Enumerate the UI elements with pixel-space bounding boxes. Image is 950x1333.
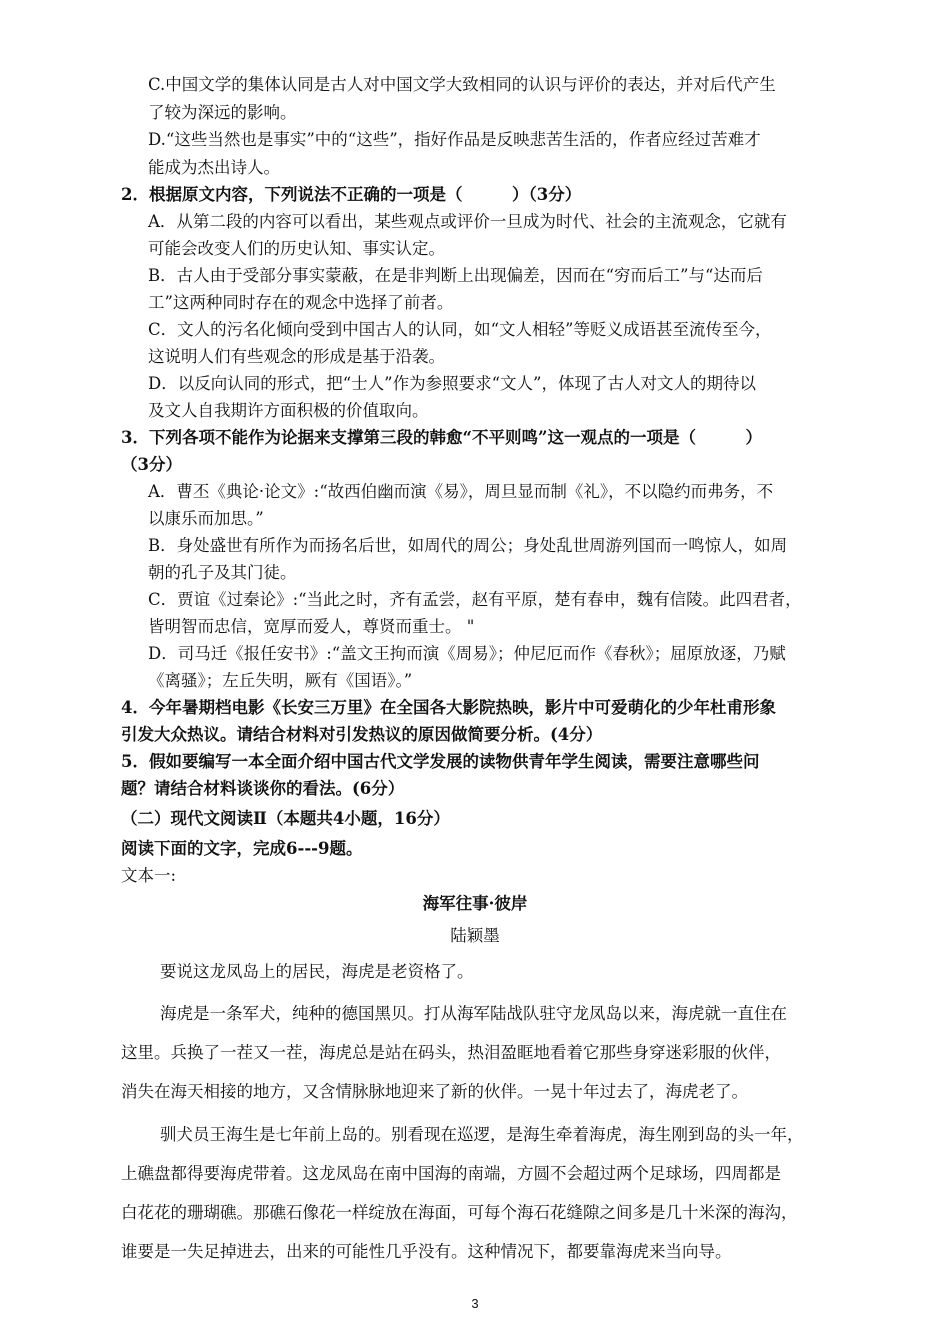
q3-stem-line2: （3分） [121,455,182,474]
q2-stem: 2．根据原文内容，下列说法不正确的一项是（ ）（3分） [121,185,582,204]
q2-option-c-line1: C．文人的污名化倾向受到中国古人的认同，如“文人相轻”等贬义成语甚至流传至今， [148,320,772,339]
q1-option-d-line1: D.“这些当然也是事实”中的“这些”，指好作品是反映悲苦生活的，作者应经过苦难才 [148,130,761,149]
q3-option-a-line2: 以康乐而加思。” [148,509,264,528]
q2-option-a-line1: A．从第二段的内容可以看出，某些观点或评价一旦成为时代、社会的主流观念，它就有 [148,212,787,231]
passage-paragraph-3-line2: 上礁盘都得要海虎带着。这龙凤岛在南中国海的南端，方圆不会超过两个足球场，四周都是 [121,1164,781,1183]
passage-paragraph-3-line3: 白花花的珊瑚礁。那礁石像花一样绽放在海面，可每个海石花缝隙之间多是几十米深的海沟， [121,1203,798,1222]
q5-line1: 5．假如要编写一本全面介绍中国古代文学发展的读物供青年学生阅读，需要注意哪些问 [121,752,760,771]
passage-author: 陆颖墨 [450,926,500,945]
q4-line1: 4．今年暑期档电影《长安三万里》在全国各大影院热映，影片中可爱萌化的少年杜甫形象 [121,698,776,717]
section2-heading: （二）现代文阅读Ⅱ（本题共4小题，16分） [121,809,450,828]
passage-title: 海军往事·彼岸 [422,894,528,913]
q3-option-b-line2: 朝的孔子及其门徒。 [148,563,297,582]
q1-option-c-line2: 了较为深远的影响。 [148,103,297,122]
q2-option-d-line2: 及文人自我期许方面积极的价值取向。 [148,401,429,420]
q2-option-c-line2: 这说明人们有些观念的形成是基于沿袭。 [148,347,445,366]
passage-paragraph-2-line2: 这里。兵换了一茬又一茬，海虎总是站在码头，热泪盈眶地看着它那些身穿迷彩服的伙伴， [121,1043,781,1062]
q3-option-c-line2: 皆明智而忠信，宽厚而爱人，尊贤而重士。 " [148,617,475,636]
q1-option-c-line1: C.中国文学的集体认同是古人对中国文学大致相同的认识与评价的表达，并对后代产生 [148,75,776,94]
section2-instruction: 阅读下面的文字，完成6---9题。 [121,839,363,858]
passage-paragraph-3-line1: 驯犬员王海生是七年前上岛的。别看现在巡逻，是海生牵着海虎，海生刚到岛的头一年， [160,1125,804,1144]
passage-paragraph-2-line1: 海虎是一条军犬，纯种的德国黑贝。打从海军陆战队驻守龙凤岛以来，海虎就一直住在 [160,1004,787,1023]
q4-line2: 引发大众热议。请结合材料对引发热议的原因做简要分析。(4分） [121,725,603,744]
q5-line2: 题？请结合材料谈谈你的看法。(6分） [121,779,405,798]
q2-option-b-line1: B．古人由于受部分事实蒙蔽，在是非判断上出现偏差，因而在“穷而后工”与“达而后 [148,266,763,285]
q3-option-b-line1: B．身处盛世有所作为而扬名后世，如周代的周公；身处乱世周游列国而一鸣惊人，如周 [148,536,788,555]
q3-option-d-line2: 《离骚》；左丘失明，厥有《国语》。” [148,671,413,690]
q2-option-b-line2: 工”这两种同时存在的观念中选择了前者。 [148,293,454,312]
q3-option-d-line1: D．司马迁《报任安书》:“盖文王拘而演《周易》；仲尼厄而作《春秋》；屈原放逐，乃赋 [148,644,786,663]
passage-paragraph-1: 要说这龙凤岛上的居民，海虎是老资格了。 [160,962,474,981]
q3-option-c-line1: C．贾谊《过秦论》:“当此之时，齐有孟尝，赵有平原，楚有春申，魏有信陵。此四君者， [148,590,802,609]
q2-option-d-line1: D．以反向认同的形式，把“士人”作为参照要求“文人”，体现了古人对文人的期待以 [148,374,756,393]
text-label: 文本一: [121,866,177,885]
passage-paragraph-3-line4: 谁要是一失足掉进去，出来的可能性几乎没有。这种情况下，都要靠海虎来当向导。 [121,1242,732,1261]
page-number: 3 [471,1296,479,1311]
q3-stem-line1: 3．下列各项不能作为论据来支撑第三段的韩愈“不平则鸣”这一观点的一项是（ ） [121,428,762,447]
q2-option-a-line2: 可能会改变人们的历史认知、事实认定。 [148,239,445,258]
q1-option-d-line2: 能成为杰出诗人。 [148,158,280,177]
passage-paragraph-2-line3: 消失在海天相接的地方，又含情脉脉地迎来了新的伙伴。一晃十年过去了，海虎老了。 [121,1082,748,1101]
q3-option-a-line1: A．曹丕《典论·论文》:“故西伯幽而演《易》，周旦显而制《礼》，不以隐约而弗务，不 [148,482,774,501]
